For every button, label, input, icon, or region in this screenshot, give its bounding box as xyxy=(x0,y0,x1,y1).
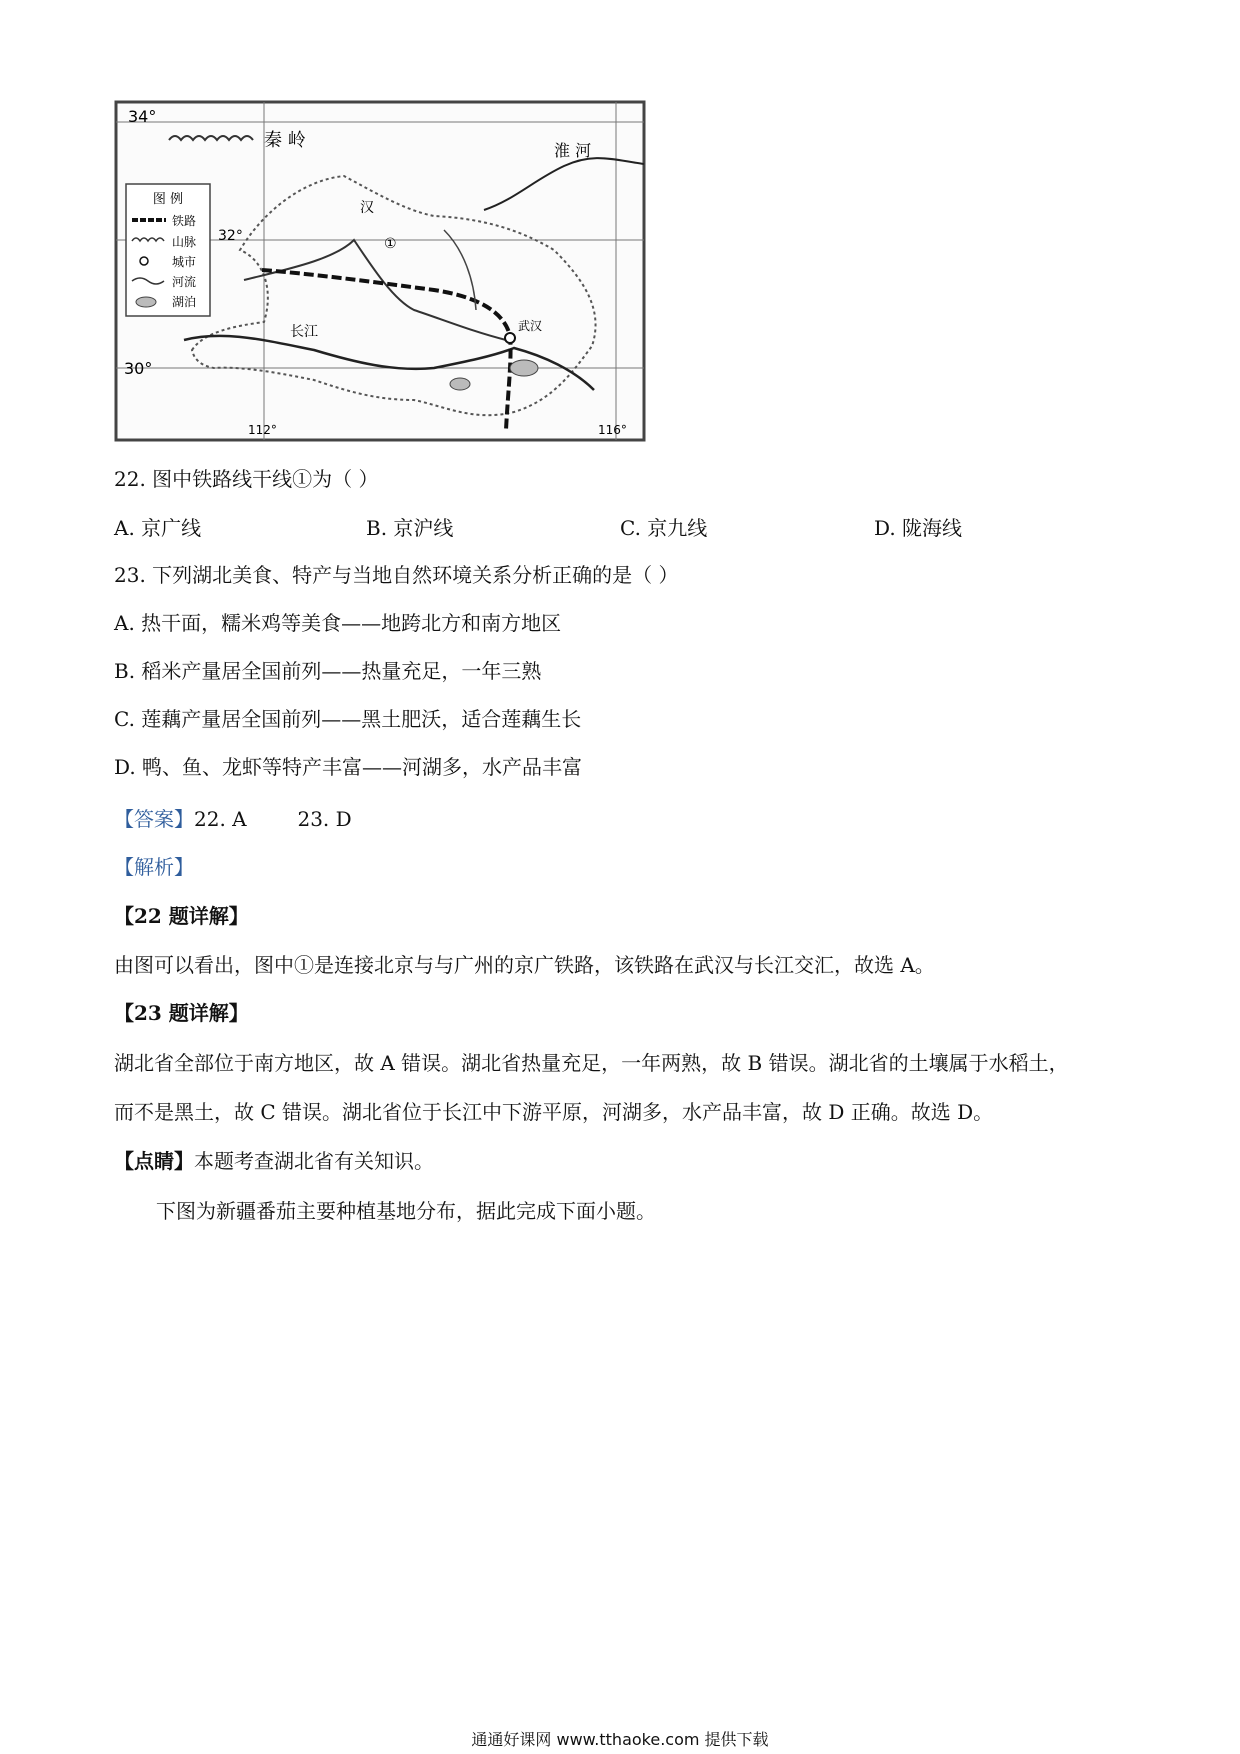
answer-line xyxy=(114,806,352,832)
detail23-heading: 【23 题详解】 xyxy=(114,1001,249,1025)
legend-item-city: 城市 xyxy=(172,255,197,269)
lat-32-label: 32° xyxy=(218,228,243,244)
railway-1-label: ① xyxy=(384,236,397,252)
point-line xyxy=(114,1148,434,1174)
yangtze-label: 长江 xyxy=(290,324,318,340)
detail22-text: 由图可以看出，图中①是连接北京与与广州的京广铁路，该铁路在武汉与长江交汇，故选 A。 xyxy=(114,953,935,977)
q23-option-b: B. 稻米产量居全国前列——热量充足，一年三熟 xyxy=(114,659,542,683)
hubei-map xyxy=(114,100,646,442)
q23-stem: 23. 下列湖北美食、特产与当地自然环境关系分析正确的是（ ） xyxy=(114,563,679,587)
q22-option-b: B. 京沪线 xyxy=(366,516,454,540)
answer-label: 【答案】 xyxy=(114,807,194,831)
lon-112-label: 112° xyxy=(248,423,277,437)
detail23-line1: 湖北省全部位于南方地区，故 A 错误。湖北省热量充足，一年两熟，故 B 错误。湖北省的土壤属于水稻土， xyxy=(114,1051,1069,1075)
lat-34-label: 34° xyxy=(128,107,157,126)
mountain-label: 秦 岭 xyxy=(264,130,306,151)
river-huai-label: 淮 河 xyxy=(554,141,592,160)
footer-text: 通通好课网 www.tthaoke.com 提供下载 xyxy=(471,1730,769,1749)
q23-option-d: D. 鸭、鱼、龙虾等特产丰富——河湖多，水产品丰富 xyxy=(114,755,583,779)
point-text: 本题考查湖北省有关知识。 xyxy=(194,1149,434,1173)
lon-116-label: 116° xyxy=(598,423,627,437)
q23-option-c: C. 莲藕产量居全国前列——黑土肥沃，适合莲藕生长 xyxy=(114,707,582,731)
q22-option-d: D. 陇海线 xyxy=(874,516,963,540)
legend-item-railway: 铁路 xyxy=(172,214,197,228)
legend-item-lake: 湖泊 xyxy=(172,295,197,309)
lat-30-label: 30° xyxy=(124,359,153,378)
river-han-label: 汉 xyxy=(360,200,374,216)
detail22-heading: 【22 题详解】 xyxy=(114,904,249,928)
q23-option-a: A. 热干面，糯米鸡等美食——地跨北方和南方地区 xyxy=(114,611,562,635)
next-intro: 下图为新疆番茄主要种植基地分布，据此完成下面小题。 xyxy=(156,1199,656,1223)
analysis-label: 【解析】 xyxy=(114,855,194,879)
legend-item-mountain: 山脉 xyxy=(172,235,197,249)
legend-item-river: 河流 xyxy=(172,275,197,289)
wuhan-label: 武汉 xyxy=(518,319,543,333)
q22-option-c: C. 京九线 xyxy=(620,516,708,540)
answer-text: 22. A 23. D xyxy=(194,807,352,831)
detail23-line2: 而不是黑土，故 C 错误。湖北省位于长江中下游平原，河湖多，水产品丰富，故 D 正确。故选 D。 xyxy=(114,1100,994,1124)
q22-stem: 22. 图中铁路线干线①为（ ） xyxy=(114,467,379,491)
legend-title: 图 例 xyxy=(152,192,184,207)
point-label: 【点睛】 xyxy=(114,1149,194,1173)
q22-option-a: A. 京广线 xyxy=(114,516,202,540)
